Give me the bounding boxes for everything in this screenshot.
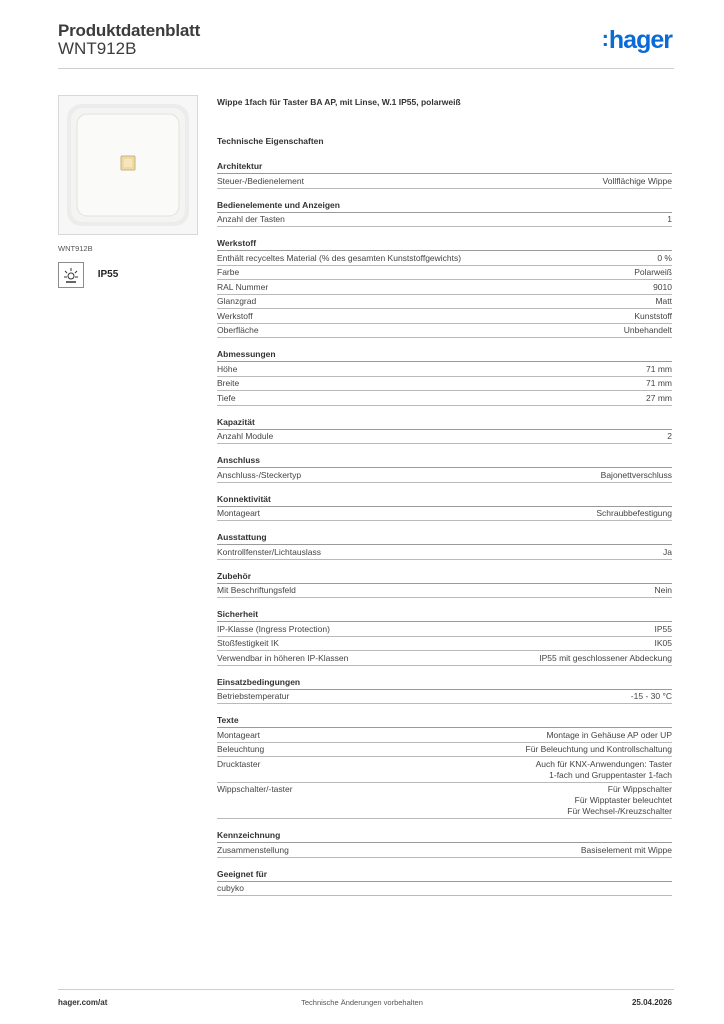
spec-value: 71 mm bbox=[646, 363, 672, 374]
spec-label: Anzahl Module bbox=[217, 431, 274, 441]
spec-value: Vollflächige Wippe bbox=[602, 175, 672, 186]
spec-label: Beleuchtung bbox=[217, 744, 265, 754]
spec-label: Werkstoff bbox=[217, 310, 253, 321]
section-heading: Texte bbox=[217, 714, 672, 728]
spec-label: Breite bbox=[217, 378, 240, 388]
spec-label: Stoßfestigkeit IK bbox=[217, 638, 279, 648]
spec-label: Drucktaster bbox=[217, 758, 261, 769]
spec-value: Für Beleuchtung und Kontrollschaltung bbox=[525, 744, 672, 754]
product-image bbox=[58, 95, 198, 235]
spec-value: Bajonettverschluss bbox=[600, 469, 672, 480]
product-description: Wippe 1fach für Taster BA AP, mit Linse, W.1 IP55, polarweiß bbox=[217, 97, 461, 107]
spec-row bbox=[217, 783, 672, 820]
spec-section bbox=[217, 454, 672, 483]
ip55-badge: IP55 bbox=[95, 262, 121, 288]
spec-section bbox=[217, 416, 672, 445]
spec-value: Matt bbox=[655, 296, 672, 306]
section-heading: Anschluss bbox=[217, 454, 672, 468]
spec-section bbox=[217, 714, 672, 819]
hager-logo bbox=[602, 28, 672, 53]
section-heading: Werkstoff bbox=[217, 237, 672, 251]
header-divider bbox=[58, 68, 674, 69]
spec-value: Ja bbox=[663, 546, 672, 557]
spec-value: Nein bbox=[654, 585, 672, 595]
spec-label: Mit Beschriftungsfeld bbox=[217, 585, 296, 595]
spec-section bbox=[217, 829, 672, 858]
spec-value: Unbehandelt bbox=[623, 325, 672, 335]
spec-content bbox=[217, 96, 672, 906]
article-number: WNT912B bbox=[58, 39, 137, 58]
spec-value: 2 bbox=[667, 431, 672, 441]
spec-row bbox=[217, 280, 672, 295]
spec-section bbox=[217, 160, 672, 189]
spec-label: Höhe bbox=[217, 363, 238, 374]
section-heading: Bedienelemente und Anzeigen bbox=[217, 199, 672, 213]
spec-value: 9010 bbox=[653, 281, 672, 292]
spec-sections bbox=[217, 160, 672, 896]
logo-colon-mark: : bbox=[601, 26, 608, 51]
section-heading: Kapazität bbox=[217, 416, 672, 430]
spec-value: 27 mm bbox=[646, 392, 672, 403]
spec-row bbox=[217, 545, 672, 560]
spec-row bbox=[217, 266, 672, 281]
spec-row bbox=[217, 622, 672, 637]
spec-value: Montage in Gehäuse AP oder UP bbox=[546, 729, 672, 740]
spec-section bbox=[217, 531, 672, 560]
spec-row bbox=[217, 584, 672, 599]
spec-label: Verwendbar in höheren IP-Klassen bbox=[217, 652, 349, 663]
spec-section bbox=[217, 199, 672, 228]
section-heading: Einsatzbedingungen bbox=[217, 676, 672, 690]
spec-section bbox=[217, 608, 672, 666]
document-title: Produktdatenblatt bbox=[58, 21, 201, 40]
spec-label: RAL Nummer bbox=[217, 281, 269, 292]
image-caption: WNT912B bbox=[58, 244, 93, 253]
spec-row bbox=[217, 468, 672, 483]
spec-section bbox=[217, 868, 672, 897]
footer-website: hager.com/at bbox=[58, 998, 108, 1007]
footer-note: Technische Änderungen vorbehalten bbox=[301, 998, 423, 1007]
footer-divider bbox=[58, 989, 674, 990]
spec-section bbox=[217, 570, 672, 599]
spec-row bbox=[217, 377, 672, 392]
rocker-switch-illustration bbox=[59, 96, 197, 234]
spec-label: Zusammenstellung bbox=[217, 844, 289, 855]
spec-row bbox=[217, 843, 672, 858]
spec-value: -15 - 30 °C bbox=[630, 691, 672, 701]
spec-row bbox=[217, 309, 672, 324]
spec-row bbox=[217, 690, 672, 705]
spec-row bbox=[217, 324, 672, 339]
spec-row bbox=[217, 251, 672, 266]
spec-value: Für Wippschalter Für Wipptaster beleuchtet Für Wechsel-/Kreuzschalter bbox=[567, 784, 672, 816]
spec-section bbox=[217, 237, 672, 338]
spec-value: Auch für KNX-Anwendungen: Taster 1-fach und Gruppentaster 1-fach bbox=[535, 758, 672, 780]
spec-row bbox=[217, 362, 672, 377]
spec-row bbox=[217, 213, 672, 228]
spec-value: IP55 mit geschlossener Abdeckung bbox=[539, 652, 672, 663]
spec-label: Anzahl der Tasten bbox=[217, 214, 285, 224]
spec-value: 1 bbox=[667, 214, 672, 224]
section-heading: Sicherheit bbox=[217, 608, 672, 622]
spec-value: Kunststoff bbox=[634, 310, 672, 321]
section-heading: Architektur bbox=[217, 160, 672, 174]
section-heading: Abmessungen bbox=[217, 348, 672, 362]
spec-label: Tiefe bbox=[217, 392, 236, 403]
spec-value: IP55 bbox=[654, 623, 672, 634]
tech-properties-title: Technische Eigenschaften bbox=[217, 136, 324, 146]
section-heading: Konnektivität bbox=[217, 493, 672, 507]
spec-label: Glanzgrad bbox=[217, 296, 257, 306]
spec-label: cubyko bbox=[217, 883, 244, 893]
spec-row bbox=[217, 882, 672, 897]
section-heading: Zubehör bbox=[217, 570, 672, 584]
spec-row bbox=[217, 743, 672, 758]
spec-value: 71 mm bbox=[646, 378, 672, 388]
spec-row bbox=[217, 728, 672, 743]
illuminated-lamp-icon bbox=[58, 262, 84, 288]
spec-value: Schraubbefestigung bbox=[596, 508, 672, 518]
spec-row bbox=[217, 651, 672, 666]
spec-section bbox=[217, 676, 672, 705]
spec-label: Montageart bbox=[217, 729, 260, 740]
logo-text: hager bbox=[608, 26, 672, 54]
spec-label: Montageart bbox=[217, 508, 260, 518]
spec-label: Anschluss-/Steckertyp bbox=[217, 469, 302, 480]
spec-section bbox=[217, 348, 672, 406]
spec-label: IP-Klasse (Ingress Protection) bbox=[217, 623, 330, 634]
spec-row bbox=[217, 295, 672, 310]
spec-value: Polarweiß bbox=[634, 267, 672, 277]
spec-value: 0 % bbox=[657, 252, 672, 263]
section-heading: Ausstattung bbox=[217, 531, 672, 545]
spec-value: Basiselement mit Wippe bbox=[580, 844, 672, 855]
spec-row bbox=[217, 430, 672, 445]
spec-section bbox=[217, 493, 672, 522]
section-heading: Kennzeichnung bbox=[217, 829, 672, 843]
spec-label: Steuer-/Bedienelement bbox=[217, 175, 304, 186]
spec-row bbox=[217, 757, 672, 783]
spec-row bbox=[217, 391, 672, 406]
spec-label: Wippschalter/-taster bbox=[217, 784, 293, 794]
spec-label: Betriebstemperatur bbox=[217, 691, 290, 701]
page-header bbox=[58, 20, 674, 70]
spec-label: Oberfläche bbox=[217, 325, 259, 335]
spec-label: Farbe bbox=[217, 267, 240, 277]
spec-label: Enthält recyceltes Material (% des gesamten Kunststoffgewichts) bbox=[217, 252, 462, 263]
section-heading: Geeignet für bbox=[217, 868, 672, 882]
spec-label: Kontrollfenster/Lichtauslass bbox=[217, 546, 321, 557]
footer-date: 25.04.2026 bbox=[631, 998, 672, 1007]
spec-row bbox=[217, 637, 672, 652]
spec-row bbox=[217, 507, 672, 522]
spec-value: IK05 bbox=[654, 638, 672, 648]
spec-row bbox=[217, 174, 672, 189]
